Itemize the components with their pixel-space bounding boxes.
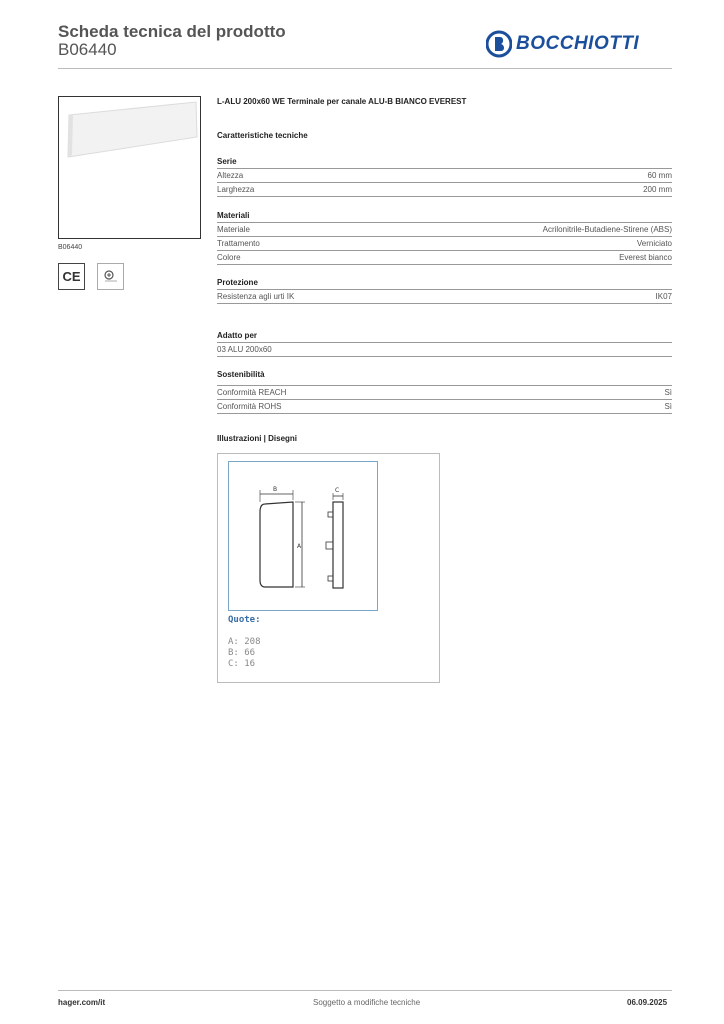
section-protezione: Protezione bbox=[217, 278, 258, 287]
spec-label: Conformità ROHS bbox=[217, 402, 282, 411]
page-title: Scheda tecnica del prodotto bbox=[58, 22, 286, 41]
spec-label: 03 ALU 200x60 bbox=[217, 345, 272, 354]
spec-label: Altezza bbox=[217, 171, 244, 180]
spec-label: Colore bbox=[217, 253, 241, 262]
spec-row bbox=[217, 169, 672, 183]
brand-logo-icon bbox=[486, 30, 512, 58]
footer-site-link[interactable]: hager.com/it bbox=[58, 998, 106, 1007]
product-image-caption: B06440 bbox=[58, 244, 83, 251]
quote-item: C: 16 bbox=[228, 659, 256, 669]
spec-value: Verniciato bbox=[636, 239, 672, 248]
technical-drawing bbox=[228, 461, 378, 611]
spec-value: IK07 bbox=[655, 292, 672, 301]
spec-row bbox=[217, 290, 672, 304]
brand-logo bbox=[486, 28, 666, 60]
spec-row bbox=[217, 343, 672, 357]
section-sostenibilita: Sostenibilità bbox=[217, 370, 265, 379]
section-adatto-per: Adatto per bbox=[217, 331, 257, 340]
spec-value: 200 mm bbox=[643, 185, 672, 194]
spec-label: Trattamento bbox=[217, 239, 260, 248]
spec-value: Sì bbox=[664, 388, 672, 397]
product-code: B06440 bbox=[58, 40, 117, 59]
spec-row bbox=[217, 386, 672, 400]
footer-note: Soggetto a modifiche tecniche bbox=[313, 998, 421, 1007]
spec-label: Resistenza agli urti IK bbox=[217, 292, 295, 301]
specs-heading: Caratteristiche tecniche bbox=[217, 131, 308, 140]
spec-label: Conformità REACH bbox=[217, 388, 287, 397]
brand-name: BOCCHIOTTI bbox=[516, 33, 640, 54]
spec-value: Acrilonitrile-Butadiene-Stirene (ABS) bbox=[542, 225, 672, 234]
product-description: L-ALU 200x60 WE Terminale per canale ALU-B BIANCO EVEREST bbox=[217, 97, 467, 106]
spec-row bbox=[217, 237, 672, 251]
spec-value: 60 mm bbox=[647, 171, 672, 180]
header-divider bbox=[58, 68, 672, 69]
footer-divider bbox=[58, 990, 672, 991]
dim-label-a: A bbox=[297, 543, 302, 550]
footer-date: 06.09.2025 bbox=[627, 998, 668, 1007]
certification-icon bbox=[97, 263, 124, 290]
spec-row bbox=[217, 183, 672, 197]
spec-row bbox=[217, 251, 672, 265]
spec-value: Everest bianco bbox=[619, 253, 672, 262]
spec-value: Sì bbox=[664, 402, 672, 411]
ce-mark-icon: CE bbox=[58, 263, 85, 290]
spec-label: Materiale bbox=[217, 225, 250, 234]
spec-row bbox=[217, 223, 672, 237]
section-illustrazioni: Illustrazioni | Disegni bbox=[217, 434, 298, 443]
section-serie: Serie bbox=[217, 157, 237, 166]
dim-label-c: C bbox=[335, 487, 340, 494]
quote-item: B: 66 bbox=[228, 648, 256, 658]
spec-row bbox=[217, 400, 672, 414]
dim-label-b: B bbox=[273, 486, 278, 493]
quotes-title: Quote: bbox=[228, 615, 261, 625]
product-image bbox=[58, 96, 201, 239]
quote-item: A: 208 bbox=[228, 637, 261, 647]
spec-label: Larghezza bbox=[217, 185, 255, 194]
section-materiali: Materiali bbox=[217, 211, 250, 220]
